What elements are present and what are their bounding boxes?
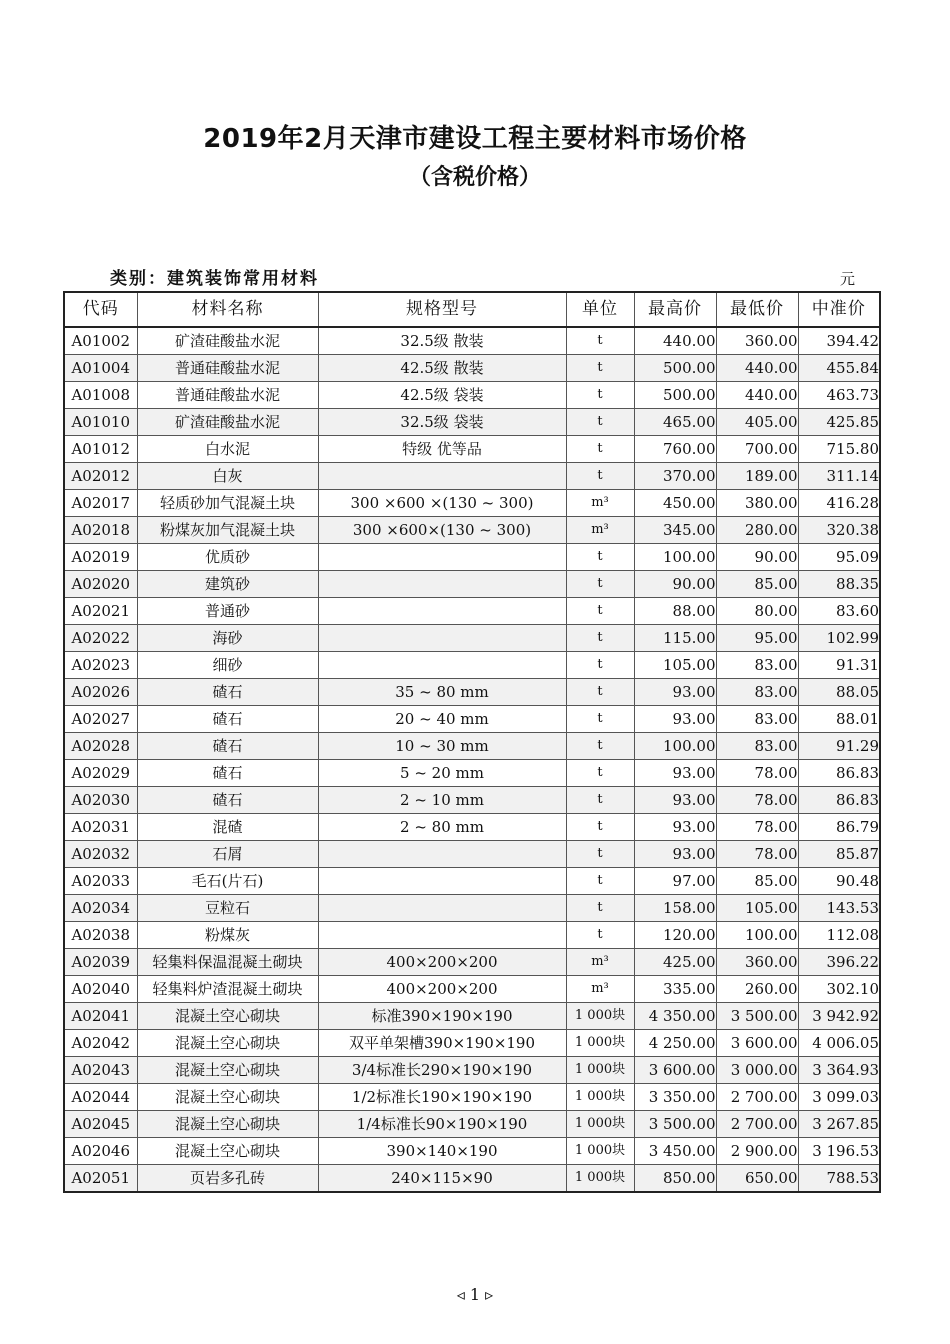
currency-unit-note: 元: [840, 270, 856, 288]
cell-code: A02045: [64, 1111, 137, 1138]
cell-mid-price: 3 942.92: [798, 1003, 880, 1030]
cell-name: 普通砂: [137, 598, 318, 625]
table-row: [64, 598, 880, 625]
cell-name: 粉煤灰加气混凝土块: [137, 517, 318, 544]
cell-name: 碴石: [137, 733, 318, 760]
cell-code: A02051: [64, 1165, 137, 1193]
cell-spec: 42.5级 散装: [318, 355, 566, 382]
cell-unit: 1 000块: [566, 1111, 634, 1138]
cell-name: 混凝土空心砌块: [137, 1003, 318, 1030]
cell-code: A02044: [64, 1084, 137, 1111]
cell-mid-price: 463.73: [798, 382, 880, 409]
table-row: [64, 814, 880, 841]
table-row: [64, 1165, 880, 1193]
table-row: [64, 463, 880, 490]
cell-mid-price: 86.83: [798, 787, 880, 814]
cell-code: A02046: [64, 1138, 137, 1165]
cell-name: 白灰: [137, 463, 318, 490]
cell-high-price: 97.00: [634, 868, 716, 895]
cell-code: A02034: [64, 895, 137, 922]
cell-spec: 1/4标准长90×190×190: [318, 1111, 566, 1138]
cell-unit: 1 000块: [566, 1003, 634, 1030]
cell-mid-price: 143.53: [798, 895, 880, 922]
cell-unit: t: [566, 841, 634, 868]
header-spec: 规格型号: [318, 292, 566, 327]
header-low-price: 最低价: [716, 292, 798, 327]
cell-code: A02028: [64, 733, 137, 760]
cell-code: A02026: [64, 679, 137, 706]
cell-unit: t: [566, 895, 634, 922]
cell-spec: [318, 652, 566, 679]
cell-code: A02022: [64, 625, 137, 652]
cell-code: A01004: [64, 355, 137, 382]
cell-low-price: 95.00: [716, 625, 798, 652]
cell-spec: 35 ~ 80 mm: [318, 679, 566, 706]
cell-low-price: 2 700.00: [716, 1111, 798, 1138]
cell-high-price: 3 500.00: [634, 1111, 716, 1138]
cell-low-price: 83.00: [716, 679, 798, 706]
cell-name: 白水泥: [137, 436, 318, 463]
cell-low-price: 3 600.00: [716, 1030, 798, 1057]
header-name: 材料名称: [137, 292, 318, 327]
cell-mid-price: 416.28: [798, 490, 880, 517]
cell-spec: 2 ~ 10 mm: [318, 787, 566, 814]
cell-spec: [318, 868, 566, 895]
cell-mid-price: 396.22: [798, 949, 880, 976]
cell-low-price: 78.00: [716, 760, 798, 787]
table-row: [64, 544, 880, 571]
cell-name: 轻质砂加气混凝土块: [137, 490, 318, 517]
cell-mid-price: 3 267.85: [798, 1111, 880, 1138]
cell-mid-price: 425.85: [798, 409, 880, 436]
cell-spec: 3/4标准长290×190×190: [318, 1057, 566, 1084]
table-row: [64, 436, 880, 463]
cell-high-price: 100.00: [634, 733, 716, 760]
category-label: 类别：建筑装饰常用材料: [110, 269, 319, 289]
cell-low-price: 360.00: [716, 327, 798, 355]
cell-name: 轻集料保温混凝土砌块: [137, 949, 318, 976]
cell-high-price: 3 350.00: [634, 1084, 716, 1111]
table-row: [64, 1084, 880, 1111]
cell-spec: 标准390×190×190: [318, 1003, 566, 1030]
cell-mid-price: 83.60: [798, 598, 880, 625]
table-row: [64, 1003, 880, 1030]
cell-mid-price: 90.48: [798, 868, 880, 895]
table-row: [64, 1030, 880, 1057]
cell-low-price: 189.00: [716, 463, 798, 490]
cell-name: 混碴: [137, 814, 318, 841]
cell-code: A02039: [64, 949, 137, 976]
cell-unit: t: [566, 625, 634, 652]
cell-code: A02027: [64, 706, 137, 733]
cell-code: A01012: [64, 436, 137, 463]
cell-spec: [318, 922, 566, 949]
cell-low-price: 78.00: [716, 814, 798, 841]
cell-name: 碴石: [137, 706, 318, 733]
cell-unit: t: [566, 436, 634, 463]
cell-spec: [318, 571, 566, 598]
cell-high-price: 100.00: [634, 544, 716, 571]
cell-low-price: 83.00: [716, 706, 798, 733]
cell-name: 建筑砂: [137, 571, 318, 598]
document-title: 2019年2月天津市建设工程主要材料市场价格: [203, 124, 747, 154]
cell-high-price: 88.00: [634, 598, 716, 625]
table-row: [64, 652, 880, 679]
cell-low-price: 78.00: [716, 841, 798, 868]
cell-low-price: 380.00: [716, 490, 798, 517]
cell-low-price: 260.00: [716, 976, 798, 1003]
cell-unit: t: [566, 706, 634, 733]
cell-spec: [318, 625, 566, 652]
table-row: [64, 706, 880, 733]
cell-spec: 42.5级 袋装: [318, 382, 566, 409]
cell-unit: t: [566, 787, 634, 814]
cell-name: 混凝土空心砌块: [137, 1057, 318, 1084]
cell-high-price: 93.00: [634, 814, 716, 841]
header-high-price: 最高价: [634, 292, 716, 327]
cell-low-price: 700.00: [716, 436, 798, 463]
price-table: [63, 291, 881, 1193]
cell-high-price: 93.00: [634, 841, 716, 868]
cell-mid-price: 4 006.05: [798, 1030, 880, 1057]
cell-high-price: 440.00: [634, 327, 716, 355]
header-mid-price: 中准价: [798, 292, 880, 327]
cell-mid-price: 715.80: [798, 436, 880, 463]
cell-code: A02018: [64, 517, 137, 544]
cell-unit: t: [566, 760, 634, 787]
table-row: [64, 922, 880, 949]
cell-code: A02012: [64, 463, 137, 490]
cell-low-price: 3 000.00: [716, 1057, 798, 1084]
cell-code: A02023: [64, 652, 137, 679]
cell-spec: 10 ~ 30 mm: [318, 733, 566, 760]
cell-spec: 1/2标准长190×190×190: [318, 1084, 566, 1111]
cell-code: A02020: [64, 571, 137, 598]
cell-unit: t: [566, 382, 634, 409]
cell-mid-price: 112.08: [798, 922, 880, 949]
cell-name: 碴石: [137, 679, 318, 706]
cell-high-price: 4 350.00: [634, 1003, 716, 1030]
cell-low-price: 2 900.00: [716, 1138, 798, 1165]
cell-name: 海砂: [137, 625, 318, 652]
cell-high-price: 335.00: [634, 976, 716, 1003]
cell-high-price: 90.00: [634, 571, 716, 598]
cell-unit: t: [566, 327, 634, 355]
cell-mid-price: 88.35: [798, 571, 880, 598]
cell-name: 优质砂: [137, 544, 318, 571]
cell-name: 普通硅酸盐水泥: [137, 382, 318, 409]
cell-name: 矿渣硅酸盐水泥: [137, 409, 318, 436]
cell-mid-price: 88.01: [798, 706, 880, 733]
table-row: [64, 895, 880, 922]
cell-name: 豆粒石: [137, 895, 318, 922]
cell-low-price: 105.00: [716, 895, 798, 922]
document-subtitle: （含税价格）: [408, 165, 541, 190]
cell-mid-price: 3 364.93: [798, 1057, 880, 1084]
table-row: [64, 409, 880, 436]
cell-spec: 5 ~ 20 mm: [318, 760, 566, 787]
cell-unit: m³: [566, 490, 634, 517]
cell-high-price: 425.00: [634, 949, 716, 976]
cell-spec: 特级 优等品: [318, 436, 566, 463]
page-number: ◃ 1 ▹: [456, 1285, 494, 1304]
table-row: [64, 517, 880, 544]
table-row: [64, 787, 880, 814]
table-row: [64, 382, 880, 409]
cell-low-price: 405.00: [716, 409, 798, 436]
cell-mid-price: 91.29: [798, 733, 880, 760]
cell-high-price: 115.00: [634, 625, 716, 652]
table-row: [64, 868, 880, 895]
cell-unit: t: [566, 733, 634, 760]
cell-mid-price: 788.53: [798, 1165, 880, 1193]
cell-low-price: 3 500.00: [716, 1003, 798, 1030]
cell-mid-price: 86.79: [798, 814, 880, 841]
cell-unit: t: [566, 571, 634, 598]
cell-spec: 2 ~ 80 mm: [318, 814, 566, 841]
cell-code: A02019: [64, 544, 137, 571]
cell-unit: t: [566, 355, 634, 382]
cell-mid-price: 302.10: [798, 976, 880, 1003]
cell-high-price: 105.00: [634, 652, 716, 679]
cell-spec: [318, 895, 566, 922]
cell-unit: 1 000块: [566, 1165, 634, 1193]
cell-code: A02029: [64, 760, 137, 787]
table-row: [64, 1138, 880, 1165]
cell-high-price: 93.00: [634, 706, 716, 733]
cell-high-price: 500.00: [634, 355, 716, 382]
cell-high-price: 4 250.00: [634, 1030, 716, 1057]
cell-mid-price: 320.38: [798, 517, 880, 544]
cell-code: A02038: [64, 922, 137, 949]
table-row: [64, 571, 880, 598]
cell-low-price: 2 700.00: [716, 1084, 798, 1111]
header-code: 代码: [64, 292, 137, 327]
cell-mid-price: 86.83: [798, 760, 880, 787]
table-row: [64, 490, 880, 517]
cell-unit: m³: [566, 976, 634, 1003]
cell-high-price: 345.00: [634, 517, 716, 544]
cell-mid-price: 394.42: [798, 327, 880, 355]
cell-low-price: 100.00: [716, 922, 798, 949]
cell-spec: 20 ~ 40 mm: [318, 706, 566, 733]
cell-unit: 1 000块: [566, 1138, 634, 1165]
table-row: [64, 841, 880, 868]
cell-name: 轻集料炉渣混凝土砌块: [137, 976, 318, 1003]
cell-name: 矿渣硅酸盐水泥: [137, 327, 318, 355]
cell-code: A02017: [64, 490, 137, 517]
cell-spec: [318, 841, 566, 868]
cell-mid-price: 95.09: [798, 544, 880, 571]
cell-unit: 1 000块: [566, 1030, 634, 1057]
cell-low-price: 440.00: [716, 355, 798, 382]
cell-mid-price: 3 099.03: [798, 1084, 880, 1111]
cell-high-price: 370.00: [634, 463, 716, 490]
table-row: [64, 679, 880, 706]
cell-mid-price: 85.87: [798, 841, 880, 868]
cell-mid-price: 3 196.53: [798, 1138, 880, 1165]
cell-code: A02032: [64, 841, 137, 868]
cell-spec: 390×140×190: [318, 1138, 566, 1165]
cell-high-price: 500.00: [634, 382, 716, 409]
table-row: [64, 355, 880, 382]
cell-mid-price: 102.99: [798, 625, 880, 652]
cell-low-price: 650.00: [716, 1165, 798, 1193]
cell-low-price: 83.00: [716, 733, 798, 760]
cell-high-price: 93.00: [634, 760, 716, 787]
cell-high-price: 120.00: [634, 922, 716, 949]
table-row: [64, 949, 880, 976]
cell-unit: t: [566, 922, 634, 949]
cell-unit: t: [566, 598, 634, 625]
cell-high-price: 93.00: [634, 679, 716, 706]
cell-code: A02043: [64, 1057, 137, 1084]
cell-name: 毛石(片石): [137, 868, 318, 895]
cell-low-price: 280.00: [716, 517, 798, 544]
cell-high-price: 465.00: [634, 409, 716, 436]
table-row: [64, 760, 880, 787]
cell-code: A02041: [64, 1003, 137, 1030]
cell-name: 细砂: [137, 652, 318, 679]
cell-code: A02031: [64, 814, 137, 841]
cell-low-price: 360.00: [716, 949, 798, 976]
cell-spec: 32.5级 袋装: [318, 409, 566, 436]
cell-name: 混凝土空心砌块: [137, 1084, 318, 1111]
cell-unit: t: [566, 814, 634, 841]
table-row: [64, 733, 880, 760]
cell-unit: m³: [566, 949, 634, 976]
cell-spec: [318, 544, 566, 571]
cell-unit: t: [566, 868, 634, 895]
cell-name: 石屑: [137, 841, 318, 868]
cell-code: A02040: [64, 976, 137, 1003]
cell-name: 普通硅酸盐水泥: [137, 355, 318, 382]
cell-unit: t: [566, 409, 634, 436]
table-body: [64, 327, 880, 1192]
cell-mid-price: 91.31: [798, 652, 880, 679]
cell-high-price: 850.00: [634, 1165, 716, 1193]
cell-low-price: 440.00: [716, 382, 798, 409]
cell-high-price: 158.00: [634, 895, 716, 922]
cell-mid-price: 311.14: [798, 463, 880, 490]
cell-code: A02033: [64, 868, 137, 895]
cell-code: A02042: [64, 1030, 137, 1057]
cell-name: 混凝土空心砌块: [137, 1138, 318, 1165]
cell-code: A02021: [64, 598, 137, 625]
cell-spec: 400×200×200: [318, 976, 566, 1003]
cell-code: A01008: [64, 382, 137, 409]
cell-spec: [318, 598, 566, 625]
cell-code: A01010: [64, 409, 137, 436]
cell-low-price: 83.00: [716, 652, 798, 679]
cell-name: 碴石: [137, 787, 318, 814]
cell-high-price: 760.00: [634, 436, 716, 463]
header-unit: 单位: [566, 292, 634, 327]
cell-name: 粉煤灰: [137, 922, 318, 949]
cell-low-price: 90.00: [716, 544, 798, 571]
cell-name: 页岩多孔砖: [137, 1165, 318, 1193]
cell-unit: t: [566, 463, 634, 490]
cell-unit: 1 000块: [566, 1057, 634, 1084]
table-row: [64, 1111, 880, 1138]
cell-spec: 双平单架槽390×190×190: [318, 1030, 566, 1057]
cell-mid-price: 455.84: [798, 355, 880, 382]
cell-high-price: 3 450.00: [634, 1138, 716, 1165]
cell-unit: 1 000块: [566, 1084, 634, 1111]
cell-spec: 400×200×200: [318, 949, 566, 976]
table-row: [64, 1057, 880, 1084]
cell-unit: t: [566, 652, 634, 679]
cell-spec: [318, 463, 566, 490]
cell-low-price: 85.00: [716, 571, 798, 598]
cell-unit: m³: [566, 517, 634, 544]
cell-unit: t: [566, 544, 634, 571]
cell-low-price: 85.00: [716, 868, 798, 895]
cell-high-price: 93.00: [634, 787, 716, 814]
cell-code: A02030: [64, 787, 137, 814]
cell-mid-price: 88.05: [798, 679, 880, 706]
cell-high-price: 450.00: [634, 490, 716, 517]
cell-spec: 32.5级 散装: [318, 327, 566, 355]
cell-low-price: 80.00: [716, 598, 798, 625]
cell-code: A01002: [64, 327, 137, 355]
table-row: [64, 976, 880, 1003]
cell-spec: 300 ×600×(130 ~ 300): [318, 517, 566, 544]
cell-high-price: 3 600.00: [634, 1057, 716, 1084]
table-row: [64, 625, 880, 652]
cell-name: 碴石: [137, 760, 318, 787]
table-row: [64, 327, 880, 355]
cell-name: 混凝土空心砌块: [137, 1030, 318, 1057]
cell-unit: t: [566, 679, 634, 706]
cell-spec: 240×115×90: [318, 1165, 566, 1193]
cell-spec: 300 ×600 ×(130 ~ 300): [318, 490, 566, 517]
cell-name: 混凝土空心砌块: [137, 1111, 318, 1138]
cell-low-price: 78.00: [716, 787, 798, 814]
table-header-row: [64, 292, 880, 327]
